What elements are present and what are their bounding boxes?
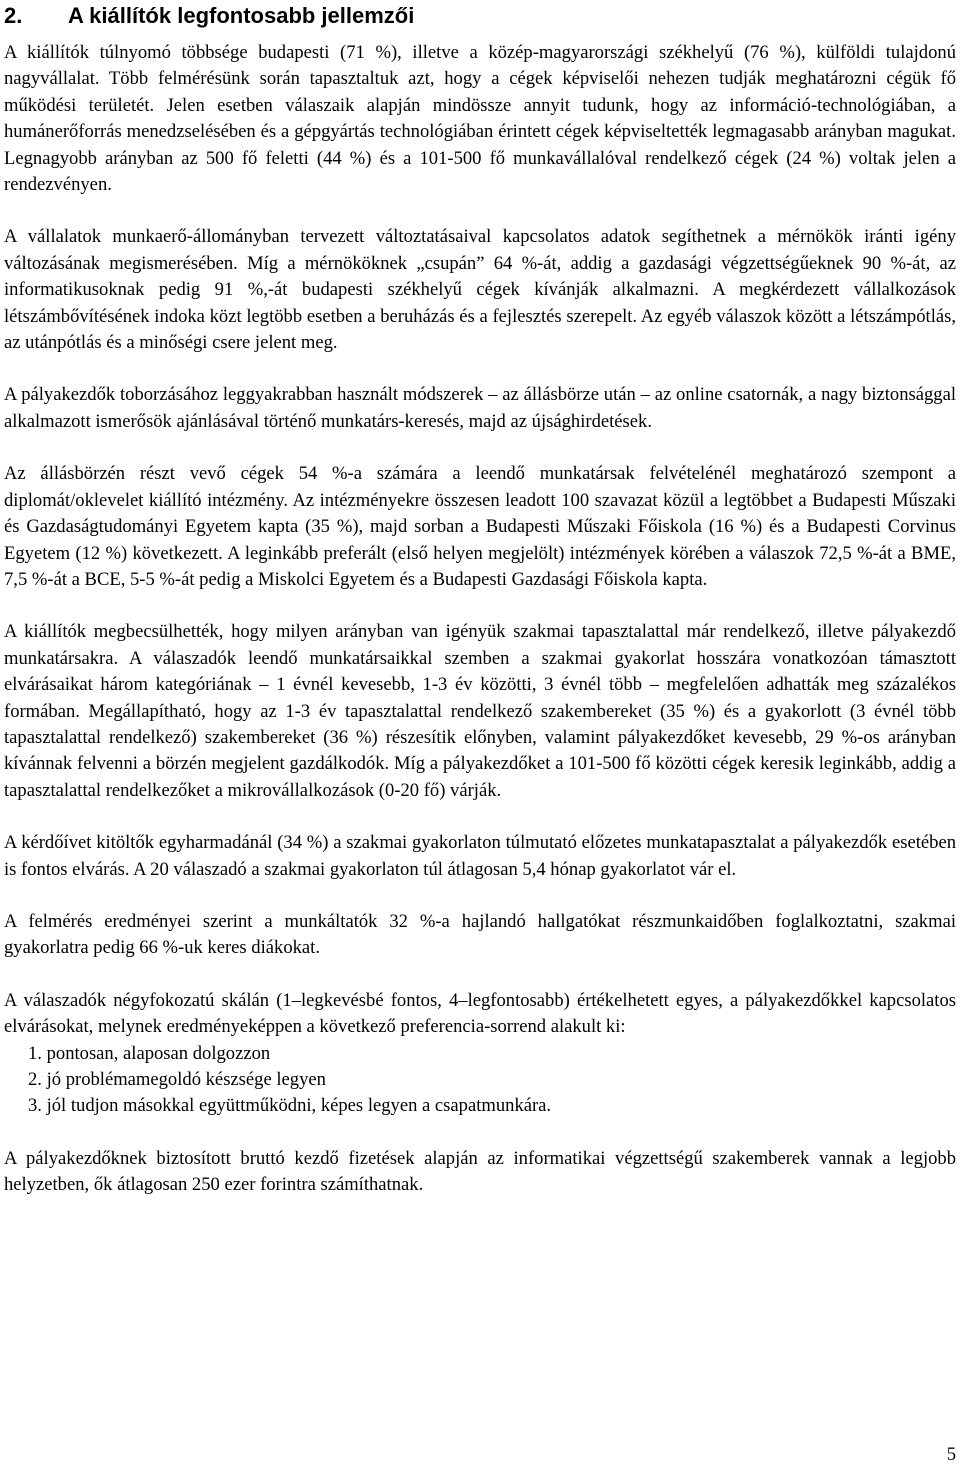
paragraph-recruitment: A pályakezdők toborzásához leggyakrabban használt módszerek – az állásbörze után – az online csatornák, a nagy biztonsággal alkalmazott ismerősök ajánlásával történő munkatárs-keresés, majd az újsághirdetések. (4, 384, 956, 432)
list-item: 3. jól tudjon másokkal együttműködni, képes legyen a csapatmunkára. (28, 1095, 552, 1117)
paragraph-scale: A válaszadók négyfokozatú skálán (1–legkevésbé fontos, 4–legfontosabb) értékelhetett egyes, a pályakezdőkkel kapcsolatos elvárásokat, melynek eredményeképpen a következő preferencia-sorrend alakult ki: (4, 989, 956, 1038)
page-number: 5 (946, 1444, 956, 1465)
section-number: 2. (4, 3, 23, 28)
paragraph-part-time: A felmérés eredményei szerint a munkáltatók 32 %-a hajlandó hallgatókat részmunkaidőben foglalkoztatni, szakmai gyakorlatra pedig 66 %-uk keres diákokat. (4, 910, 956, 959)
paragraph-institutions: Az állásbörzén részt vevő cégek 54 %-a számára a leendő munkatársak felvételénél meghatározó szempont a diplomát/oklevelet kiállító intézmény. Az intézményekre összesen leadott 100 szavazat közül a legtöbbet a Budapesti Műszaki és Gazdaságtudományi Egyetem kapta (35 %), majd sorban a Budapesti Műszaki Főiskola (16 %) és a Budapesti Corvinus Egyetem (12 %) következett. A leginkább preferált (első helyen megjelölt) intézmények körében a válaszok 72,5 %-át a BME, 7,5 %-át a BCE, 5-5 %-át pedig a Miskolci Egyetem és a Budapesti Gazdasági Főiskola kapta. (4, 463, 956, 590)
paragraph-prior-work: A kérdőívet kitöltők egyharmadánál (34 %) a szakmai gyakorlaton túlmutató előzetes munkatapasztalat a pályakezdők esetében is fontos elvárás. A 20 válaszadó a szakmai gyakorlaton túl átlagosan 5,4 hónap gyakorlatot vár el. (4, 832, 956, 880)
list-item: 1. pontosan, alaposan dolgozzon (28, 1042, 271, 1064)
paragraph-salary: A pályakezdőknek biztosított bruttó kezdő fizetések alapján az informatikai végzettségű szakemberek vannak a legjobb helyzetben, ők átlagosan 250 ezer forintra számíthatnak. (4, 1147, 956, 1196)
preference-ranking-list (4, 1041, 956, 1120)
section-title: A kiállítók legfontosabb jellemzői (68, 3, 415, 28)
paragraph-workforce: A vállalatok munkaerő-állományban tervezett változtatásaival kapcsolatos adatok segíthetnek a mérnökök iránti igény változásának megismerésében. Míg a mérnököknek „csupán” 64 %-át, addig a gazdasági végzettségűeknek 90 %-át, az informatikusoknak pedig 91 %,-át budapesti székhelyű cégek kívánják alkalmazni. A megkérdezett vállalkozások létszámbővítésének indoka közt legtöbb esetben a beruházás és a fejlesztés szerepelt. Az egyéb válaszok között a létszámpótlás, az utánpótlás és a minőségi csere jelent meg. (4, 226, 956, 354)
document-page (4, 0, 956, 1199)
list-item: 2. jó problémamegoldó készsége legyen (28, 1069, 326, 1090)
paragraph-exhibitors: A kiállítók túlnyomó többsége budapesti (71 %), illetve a közép-magyarországi székhelyű (76 %), külföldi tulajdonú nagyvállalat. Több felmérésünk során tapasztaltuk azt, hogy a cégek képviselői nehezen tudják meghatározni cégük fő működési területét. Jelen esetben válaszaik alapján mindössze annyit tudunk, hogy az információ-technológiában, a humánerőforrás menedzselésében és a gépgyártás technológiában érintett cégek képviseltették legmagasabb arányban magukat. Legnagyobb arányban az 500 fő feletti (44 %) és a 101-500 fő munkavállalóval rendelkező cégek (24 %) voltak jelen a rendezvényen. (4, 42, 956, 196)
section-heading (4, 0, 956, 31)
paragraph-experience: A kiállítók megbecsülhették, hogy milyen arányban van igényük szakmai tapasztalattal már rendelkező, illetve pályakezdő munkatársakra. A válaszadók leendő munkatársaikkal szemben a szakmai gyakorlat hosszára vonatkozóan támasztott elvárásaikat három kategóriának – 1 évnél kevesebb, 1-3 év közötti, 3 évnél több – megfelelően adhatták meg százalékos formában. Megállapítható, hogy az 1-3 év tapasztalattal rendelkező szakembereket (35 %) és a gyakorlott (3 évnél több tapasztalattal rendelkező) szakembereket (36 %) részesítik előnyben, valamint pályakezdőket kevesebb, 29 %-os arányban kívánnak felvenni a börzén megjelent gazdálkodók. Míg a pályakezdőket a 101-500 fő közötti cégek keresik leginkább, addig a tapasztalattal rendelkezőket a mikrovállalkozások (0-20 fő) várják. (4, 621, 956, 801)
